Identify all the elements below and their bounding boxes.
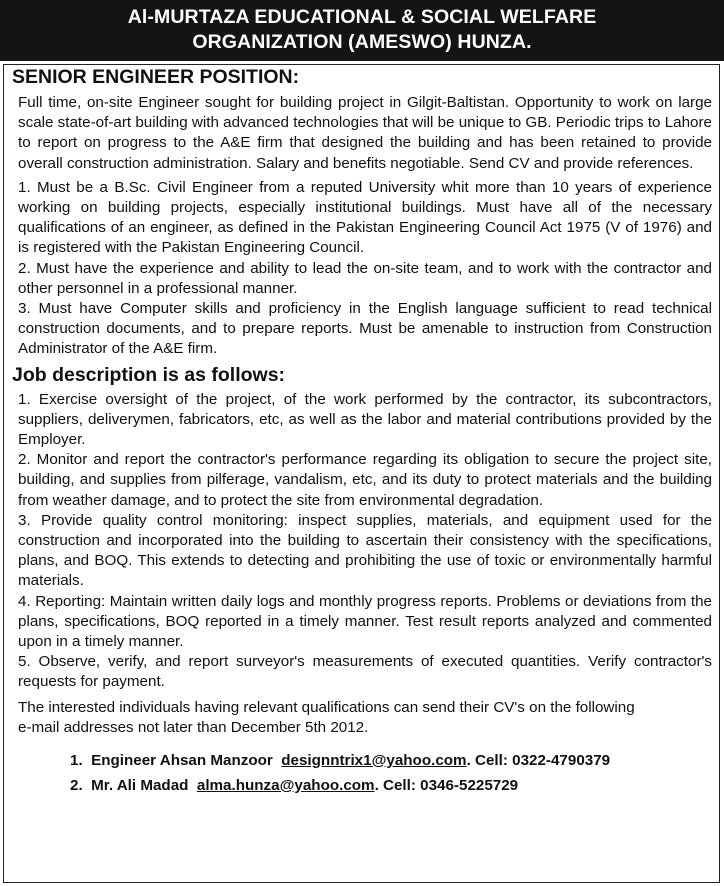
organization-banner [0, 0, 724, 61]
contact-cell: . Cell: 0322-4790379 [466, 751, 611, 769]
closing-line-1: The interested individuals having relevant qualifications can send their CV's on the following [18, 698, 635, 716]
ad-content [12, 66, 712, 798]
contact-name: 2. Mr. Ali Madad [70, 776, 197, 794]
contact-name: 1. Engineer Ahsan Manzoor [70, 751, 282, 769]
organization-name-line1: Al-MURTAZA EDUCATIONAL & SOCIAL WELFARE [127, 6, 597, 28]
contact-cell: . Cell: 0346-5225729 [374, 776, 519, 794]
job-item: 4. Reporting: Maintain written daily logs and monthly progress reports. Problems or deviations from the plans, specifications, BOQ reported in a timely manner. Test result reports analyzed and commented upon in a timely manner. [18, 592, 712, 651]
job-item: 2. Monitor and report the contractor's performance regarding its obligation to secure the project site, building, and supplies from pilferage, vandalism, etc, and its duty to protect materials and the building from weather damage, and to protect the site from environmental degradation. [18, 451, 712, 509]
requirement-item: 1. Must be a B.Sc. Civil Engineer from a reputed University whit more than 10 years of experience working on building projects, especially institutional buildings. Must have all of the necessary qualifications of an engineer, as defined in the Pakistan Engineering Council Act 1975 (V of 1976) and is registered with the Pakistan Engineering Council. [18, 178, 712, 257]
job-item: 5. Observe, verify, and report surveyor's measurements of executed quantities. Verify contractor's requests for payment. [18, 653, 712, 691]
job-item: 3. Provide quality control monitoring: inspect supplies, materials, and equipment used for the construction and incorporated into the building to ascertain their consistency with the specifications, plans, and BOQ. This extends to detecting and prohibiting the use of toxic or environmentally harmful materials. [18, 511, 712, 590]
contact-item [70, 748, 712, 773]
organization-name-line2: ORGANIZATION (AMESWO) HUNZA. [192, 31, 532, 53]
application-instructions [12, 698, 712, 739]
contact-email-link[interactable]: alma.hunza@yahoo.com [196, 776, 375, 794]
position-intro: Full time, on-site Engineer sought for building project in Gilgit-Baltistan. Opportunity to work on large scale state-of-art building with advanced technologies that will be unique to GB. Periodic trips to Lahore to report on progress to the A&E firm that designed the building and has been retained to provide overall construction administration. Salary and benefits negotiable. Send CV and provide references. [18, 94, 712, 172]
contact-item [70, 773, 712, 798]
job-item: 1. Exercise oversight of the project, of the work performed by the contractor, its subcontractors, suppliers, deliverymen, fabricators, etc, as well as the labor and material contributions provided by the Employer. [18, 390, 712, 449]
closing-line-2: e-mail addresses not later than December 5th 2012. [18, 719, 369, 737]
contact-email-link[interactable]: designntrix1@yahoo.com [281, 751, 467, 769]
contact-list [12, 748, 712, 798]
job-description-heading: Job description is as follows: [12, 363, 286, 386]
requirement-item: 2. Must have the experience and ability to lead the on-site team, and to work with the contractor and other personnel in a professional manner. [18, 259, 712, 297]
requirement-item: 3. Must have Computer skills and proficiency in the English language sufficient to read technical construction documents, and to prepare reports. Must be amenable to instruction from Construction Administrator of the A&E firm. [18, 300, 712, 358]
senior-engineer-heading: SENIOR ENGINEER POSITION: [12, 66, 300, 88]
